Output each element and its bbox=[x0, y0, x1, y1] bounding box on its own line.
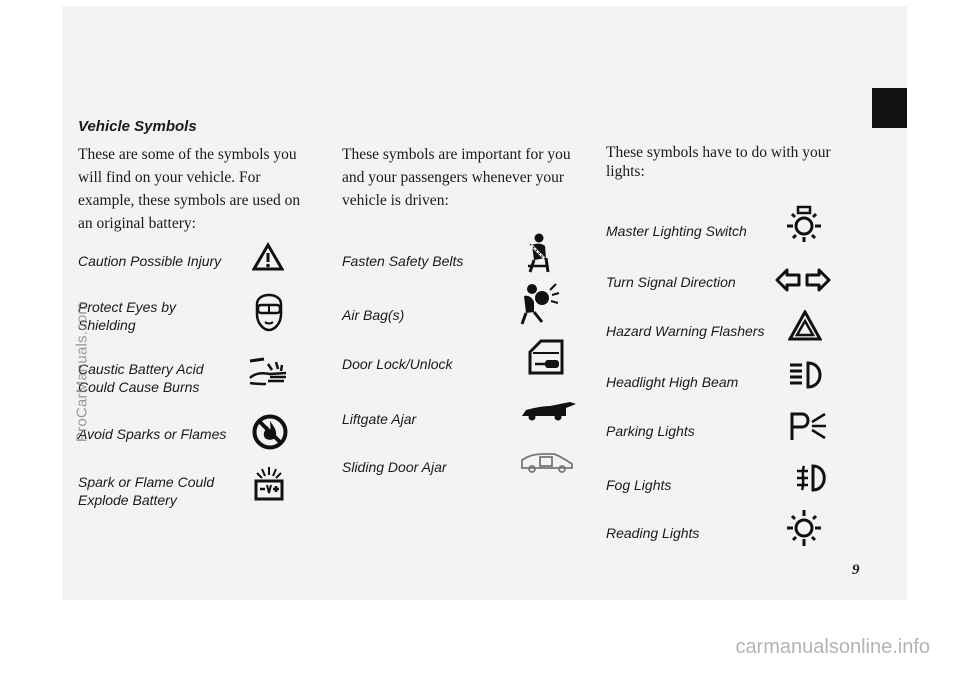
page-number: 9 bbox=[852, 562, 860, 578]
label-hazard-warning-flashers: Hazard Warning Flashers bbox=[606, 323, 765, 339]
label-caution-possible-injury: Caution Possible Injury bbox=[78, 253, 222, 269]
driving-intro: These symbols are important for you and your passengers whenever your vehicle is driven: bbox=[342, 146, 571, 209]
door-lock-icon bbox=[527, 338, 565, 376]
sliding-door-ajar-icon bbox=[518, 450, 574, 474]
air-bag-icon bbox=[518, 282, 560, 326]
label-parking-lights: Parking Lights bbox=[606, 423, 695, 439]
label-fasten-safety-belts: Fasten Safety Belts bbox=[342, 253, 464, 269]
label-air-bags: Air Bag(s) bbox=[342, 307, 405, 323]
label-turn-signal-direction: Turn Signal Direction bbox=[606, 274, 736, 290]
turn-signal-arrows-icon bbox=[775, 266, 831, 294]
label-headlight-high-beam: Headlight High Beam bbox=[606, 374, 739, 390]
label-master-lighting-switch: Master Lighting Switch bbox=[606, 223, 747, 239]
label-spark-explode: Spark or Flame Could Explode Battery bbox=[78, 474, 215, 508]
label-sliding-door-ajar: Sliding Door Ajar bbox=[342, 459, 447, 475]
label-liftgate-ajar: Liftgate Ajar bbox=[342, 411, 417, 427]
high-beam-icon bbox=[788, 360, 828, 390]
fog-lights-icon bbox=[795, 462, 829, 494]
label-caustic-acid: Caustic Battery Acid Could Cause Burns bbox=[78, 361, 204, 395]
bottom-watermark[interactable]: carmanualsonline.info bbox=[735, 636, 930, 658]
eye-shield-goggles-icon bbox=[252, 286, 286, 332]
label-avoid-sparks: Avoid Sparks or Flames bbox=[78, 426, 227, 442]
warning-triangle-icon bbox=[252, 242, 284, 272]
acid-burn-hand-icon bbox=[246, 356, 290, 386]
label-fog-lights: Fog Lights bbox=[606, 477, 672, 493]
section-heading: Vehicle Symbols bbox=[78, 118, 197, 135]
master-lighting-switch-icon bbox=[784, 204, 824, 244]
safety-belt-icon bbox=[524, 232, 552, 276]
label-protect-eyes: Protect Eyes by Shielding bbox=[78, 299, 177, 333]
parking-lights-icon bbox=[788, 410, 828, 442]
section-tab-marker bbox=[872, 88, 907, 128]
no-flame-icon bbox=[252, 414, 288, 450]
label-door-lock-unlock: Door Lock/Unlock bbox=[342, 356, 453, 372]
label-reading-lights: Reading Lights bbox=[606, 525, 700, 541]
liftgate-ajar-icon bbox=[520, 400, 578, 422]
exploding-battery-icon bbox=[250, 465, 288, 503]
hazard-triangle-icon bbox=[788, 310, 822, 342]
lights-intro: These symbols have to do with your lights: bbox=[606, 144, 831, 180]
side-watermark: ProCarManuals.com bbox=[73, 301, 91, 443]
battery-intro: These are some of the symbols you will find on your vehicle. For example, these symbols are used on an original battery: bbox=[78, 146, 301, 232]
reading-lights-icon bbox=[784, 508, 824, 548]
